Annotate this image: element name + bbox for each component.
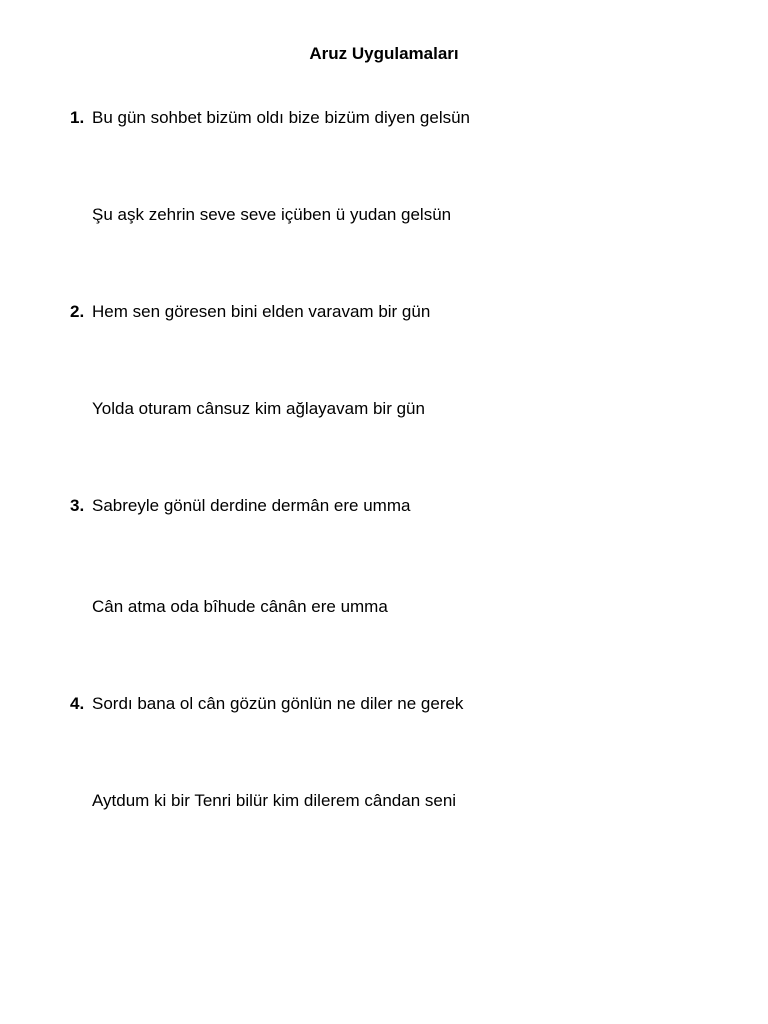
verse-3-number: 3.: [70, 496, 85, 515]
verse-2-line-2: Yolda oturam cânsuz kim ağlayavam bir gün: [92, 399, 425, 418]
verse-4-line-1-text: Sordı bana ol cân gözün gönlün ne diler ne gerek: [92, 694, 464, 713]
verse-1-line-1: [70, 107, 470, 129]
verse-3-line-1: [70, 495, 410, 517]
verse-3-line-2: Cân atma oda bîhude cânân ere umma: [92, 597, 388, 616]
page-title: Aruz Uygulamaları: [309, 44, 459, 63]
verse-2-number: 2.: [70, 302, 85, 321]
verse-4-line-2: Aytdum ki bir Tenri bilür kim dilerem cândan seni: [92, 791, 457, 810]
verse-1-number: 1.: [70, 108, 85, 127]
verse-4-line-1: [70, 693, 463, 715]
verse-4-number: 4.: [70, 694, 85, 713]
verse-1-line-2: Şu aşk zehrin seve seve içüben ü yudan gelsün: [92, 205, 452, 224]
verse-1-line-1-text: Bu gün sohbet bizüm oldı bize bizüm diyen gelsün: [92, 108, 471, 127]
verse-3-line-1-text: Sabreyle gönül derdine dermân ere umma: [92, 496, 411, 515]
verse-2-line-1: [70, 301, 430, 323]
verse-2-line-1-text: Hem sen göresen bini elden varavam bir gün: [92, 302, 431, 321]
